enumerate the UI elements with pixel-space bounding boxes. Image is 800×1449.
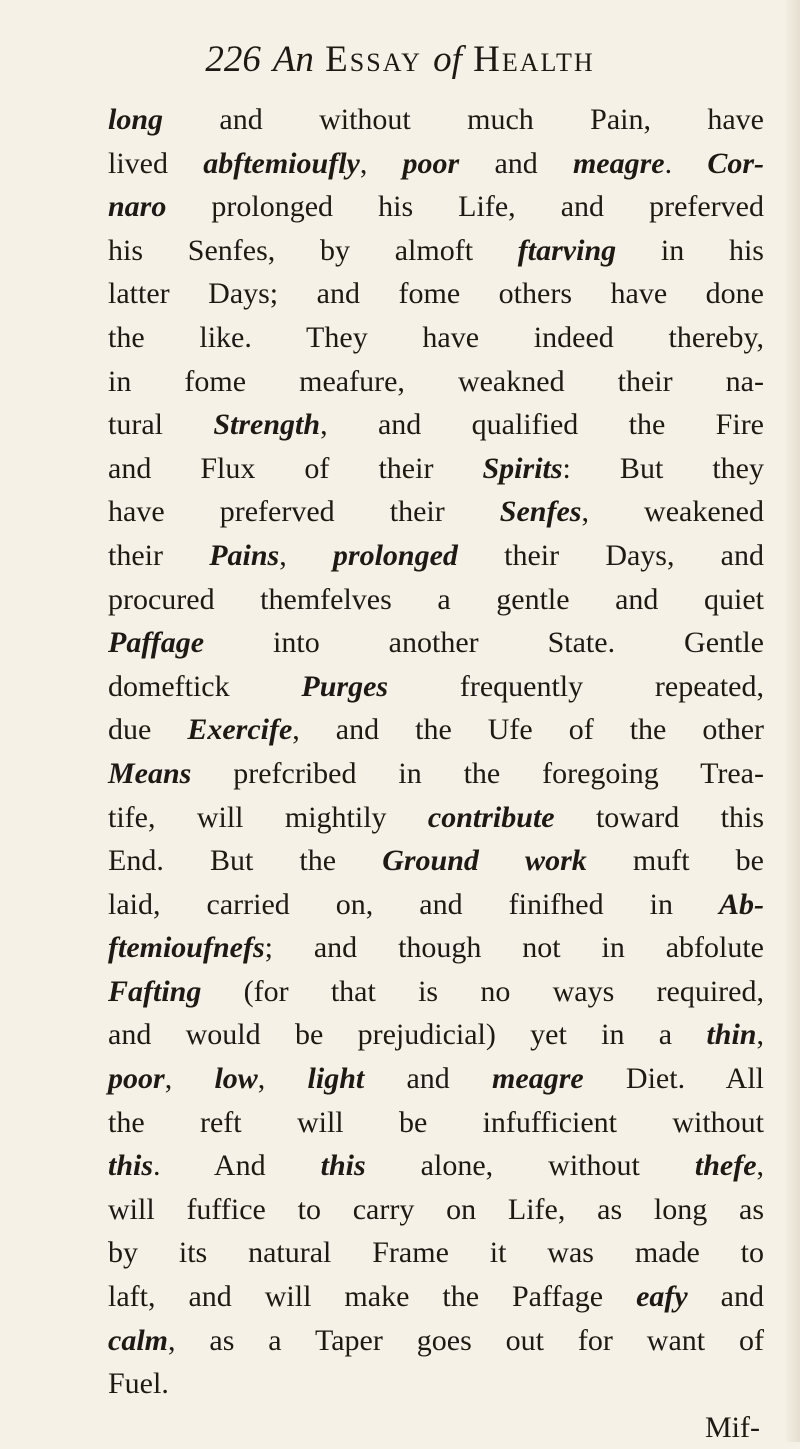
text-run: and xyxy=(687,1280,764,1314)
text-run: toward this xyxy=(554,800,764,834)
italic-text: ftarving xyxy=(517,233,617,267)
text-run: , xyxy=(164,1062,215,1096)
text-line xyxy=(108,1188,764,1232)
text-run: lived xyxy=(108,146,204,180)
italic-text: Means xyxy=(108,756,192,790)
text-line xyxy=(108,142,764,186)
text-run: ; and though not in abfolute xyxy=(264,931,764,965)
text-run: will fuffice to carry on Life, as long as xyxy=(108,1192,764,1226)
text-line xyxy=(108,229,764,273)
italic-text: prolonged xyxy=(332,538,458,572)
italic-text: meagre xyxy=(492,1062,584,1096)
text-run: Fuel. xyxy=(108,1367,169,1401)
text-line xyxy=(108,447,764,491)
text-run: , xyxy=(756,1149,765,1183)
italic-text: Cor- xyxy=(707,146,764,180)
text-line xyxy=(108,98,764,142)
italic-text: Senfes xyxy=(499,495,582,529)
text-run: their xyxy=(108,538,210,572)
text-run: domeftick xyxy=(108,669,302,703)
italic-text: thin xyxy=(706,1018,757,1052)
text-run: latter Days; and fome others have done xyxy=(108,277,764,311)
text-run: prefcribed in the foregoing Trea- xyxy=(191,756,764,790)
text-line xyxy=(108,1144,764,1188)
italic-text: Spirits xyxy=(482,451,563,485)
text-line xyxy=(108,621,764,665)
italic-text: Paffage xyxy=(108,626,205,660)
page-number: 226 xyxy=(205,39,261,80)
text-line xyxy=(108,1362,764,1406)
text-run: and xyxy=(364,1062,493,1096)
text-run: , xyxy=(257,1062,308,1096)
text-run: the reft will be infufficient without xyxy=(108,1105,764,1139)
italic-text: ftemioufnefs xyxy=(108,931,265,965)
italic-text: poor xyxy=(402,146,460,180)
text-line xyxy=(108,1275,764,1319)
text-run: , xyxy=(756,1018,764,1052)
text-run: the like. They have indeed thereby, xyxy=(108,320,764,354)
italic-text: thefe xyxy=(694,1149,757,1183)
text-line xyxy=(108,1101,764,1145)
italic-text: eafy xyxy=(636,1280,688,1314)
italic-text: long xyxy=(108,103,164,136)
text-run: prolonged his Life, and preferved xyxy=(166,190,764,224)
header-word-an: An xyxy=(272,39,314,80)
header-word-of: of xyxy=(433,39,462,80)
text-run: End. But the xyxy=(108,844,383,878)
italic-text: calm xyxy=(108,1323,168,1357)
italic-text: Exercife xyxy=(187,713,293,747)
text-run: , xyxy=(279,538,333,572)
text-run: , weakened xyxy=(581,495,764,529)
text-run: muft be xyxy=(586,844,764,878)
header-word-essay: Essay xyxy=(325,39,422,80)
text-line xyxy=(108,316,764,360)
text-run: due xyxy=(108,713,188,747)
text-run: tife, will mightily xyxy=(108,800,428,834)
catchword: Mif- xyxy=(705,1410,760,1444)
text-run: laid, carried on, and finifhed in xyxy=(108,887,719,921)
text-line xyxy=(108,796,764,840)
text-run: , xyxy=(359,146,403,180)
text-line xyxy=(108,185,764,229)
header-word-health: Health xyxy=(473,39,595,80)
text-run: alone, without xyxy=(365,1149,695,1183)
italic-text: naro xyxy=(108,190,167,224)
page-edge xyxy=(786,0,800,1442)
italic-text: contribute xyxy=(427,800,555,834)
text-line xyxy=(108,272,764,316)
text-line xyxy=(108,1319,764,1363)
italic-text: Strength xyxy=(213,408,321,442)
italic-text: Fafting xyxy=(108,974,202,1008)
italic-text: this xyxy=(320,1149,366,1183)
text-run: frequently repeated, xyxy=(388,669,764,703)
text-run: laft, and will make the Paffage xyxy=(108,1280,637,1314)
text-run: in fome meafure, weakned their na- xyxy=(108,364,764,398)
text-run: by its natural Frame it was made to xyxy=(108,1236,764,1270)
text-run: and would be prejudicial) yet in a xyxy=(108,1018,707,1052)
text-run: Diet. All xyxy=(583,1062,764,1096)
text-run: their Days, and xyxy=(457,538,764,572)
text-line xyxy=(108,534,764,578)
text-run: , and the Ufe of the other xyxy=(292,713,765,747)
text-run: and without much Pain, have xyxy=(163,103,764,136)
text-line xyxy=(108,490,764,534)
text-line xyxy=(108,1231,764,1275)
text-line xyxy=(108,839,764,883)
text-run: , and qualified the Fire xyxy=(320,408,764,442)
text-line xyxy=(108,926,764,970)
italic-text: low xyxy=(214,1062,258,1096)
text-run: . xyxy=(664,146,708,180)
text-run: in his xyxy=(616,233,764,267)
italic-text: Ground work xyxy=(382,844,587,878)
text-line xyxy=(108,665,764,709)
text-line xyxy=(108,578,764,622)
text-line xyxy=(108,1057,764,1101)
text-run: have preferved their xyxy=(108,495,500,529)
italic-text: poor xyxy=(108,1062,165,1096)
text-run: and xyxy=(459,146,573,180)
italic-text: light xyxy=(307,1062,365,1096)
text-line xyxy=(108,360,764,404)
text-run: : But they xyxy=(562,451,764,485)
text-line xyxy=(108,708,764,752)
running-header xyxy=(0,38,800,81)
text-run: , as a Taper goes out for want of xyxy=(168,1323,764,1357)
italic-text: abftemioufly xyxy=(203,146,360,180)
text-line xyxy=(108,970,764,1014)
text-run: into another State. Gentle xyxy=(204,626,764,660)
text-line xyxy=(108,1013,764,1057)
italic-text: Purges xyxy=(301,669,389,703)
italic-text: meagre xyxy=(572,146,665,180)
text-line xyxy=(108,752,764,796)
italic-text: Ab- xyxy=(719,887,764,921)
italic-text: Pains xyxy=(209,538,280,572)
text-run: his Senfes, by almoft xyxy=(108,233,518,267)
text-run: tural xyxy=(108,408,214,442)
text-run: and Flux of their xyxy=(108,451,483,485)
text-line xyxy=(108,403,764,447)
italic-text: this xyxy=(108,1149,154,1183)
body-text xyxy=(108,98,764,1449)
text-run: procured themfelves a gentle and quiet xyxy=(108,582,764,616)
text-run: . And xyxy=(153,1149,321,1183)
text-line xyxy=(108,883,764,927)
text-run: (for that is no ways required, xyxy=(201,974,764,1008)
